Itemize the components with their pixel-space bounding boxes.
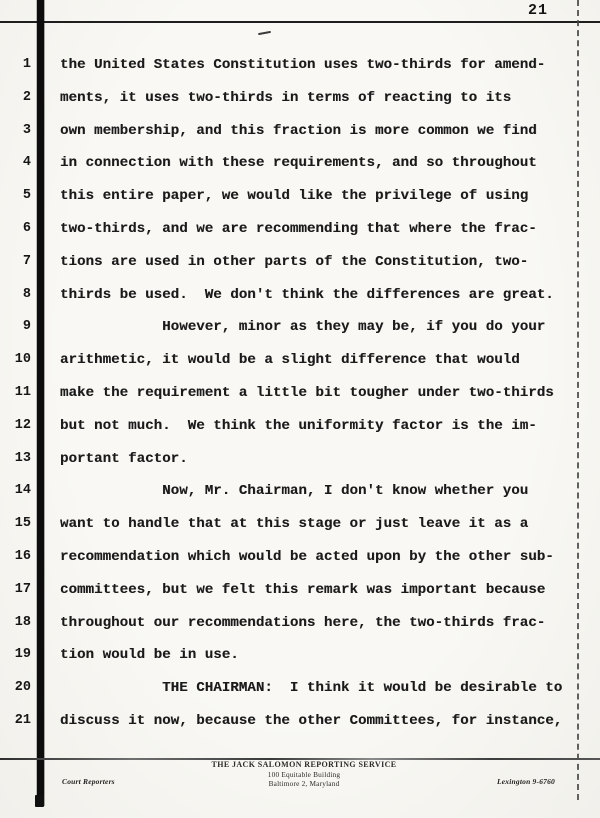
- scan-artifact-mark: [258, 31, 271, 35]
- transcript-line: [0, 123, 600, 141]
- transcript-line: [0, 319, 600, 337]
- footer-reporting-service: [150, 760, 458, 788]
- line-number: 4: [22, 155, 31, 170]
- line-number: 17: [14, 582, 31, 597]
- line-text: THE CHAIRMAN: I think it would be desirable to: [60, 680, 563, 696]
- footer-phone: Lexington 9-6760: [497, 777, 555, 786]
- transcript-line: [0, 713, 600, 731]
- line-text: throughout our recommendations here, the two-thirds frac-: [60, 615, 546, 631]
- transcript-line: [0, 418, 600, 436]
- transcript-line: [0, 549, 600, 567]
- line-text: want to handle that at this stage or just leave it as a: [60, 516, 529, 532]
- top-rule: [0, 21, 600, 23]
- line-number: 12: [14, 418, 31, 433]
- transcript-line: [0, 582, 600, 600]
- transcript-line: [0, 57, 600, 75]
- line-text: thirds be used. We don't think the differences are great.: [60, 287, 554, 303]
- scan-artifact-bar-end: [35, 795, 44, 807]
- transcript-line: [0, 155, 600, 173]
- line-text: two-thirds, and we are recommending that where the frac-: [60, 221, 537, 237]
- line-text: the United States Constitution uses two-thirds for amend-: [60, 57, 546, 73]
- line-text: tion would be in use.: [60, 647, 239, 663]
- line-text: ments, it uses two-thirds in terms of reacting to its: [60, 90, 512, 106]
- line-number: 13: [14, 451, 31, 466]
- line-text: own membership, and this fraction is more common we find: [60, 123, 537, 139]
- line-text: but not much. We think the uniformity factor is the im-: [60, 418, 537, 434]
- line-number: 19: [14, 647, 31, 662]
- footer-court-reporters: Court Reporters: [62, 777, 115, 786]
- line-text: portant factor.: [60, 451, 188, 467]
- transcript-line: [0, 221, 600, 239]
- line-number: 18: [14, 615, 31, 630]
- transcript-line: [0, 287, 600, 305]
- line-number: 15: [14, 516, 31, 531]
- transcript-line: [0, 90, 600, 108]
- line-text: discuss it now, because the other Committees, for instance,: [60, 713, 563, 729]
- transcript-line: [0, 647, 600, 665]
- line-number: 3: [22, 123, 31, 138]
- transcript-line: [0, 254, 600, 272]
- line-number: 7: [22, 254, 31, 269]
- page-number: 21: [528, 2, 549, 19]
- transcript-line: [0, 385, 600, 403]
- line-text: in connection with these requirements, and so throughout: [60, 155, 537, 171]
- line-number: 21: [14, 713, 31, 728]
- line-text: make the requirement a little bit tougher under two-thirds: [60, 385, 554, 401]
- footer-address-line1: 100 Equitable Building: [267, 770, 341, 779]
- transcript-line: [0, 352, 600, 370]
- transcript-line: [0, 615, 600, 633]
- line-text: arithmetic, it would be a slight difference that would: [60, 352, 520, 368]
- line-text: committees, but we felt this remark was important because: [60, 582, 546, 598]
- footer-service-name: THE JACK SALOMON REPORTING SERVICE: [211, 760, 397, 769]
- footer-address-line2: Baltimore 2, Maryland: [268, 779, 340, 789]
- line-number: 6: [22, 221, 31, 236]
- transcript-line: [0, 188, 600, 206]
- line-text: tions are used in other parts of the Constitution, two-: [60, 254, 529, 270]
- line-text: recommendation which would be acted upon by the other sub-: [60, 549, 554, 565]
- line-number: 2: [22, 90, 31, 105]
- transcript-line: [0, 516, 600, 534]
- transcript-line: [0, 680, 600, 698]
- line-number: 9: [22, 319, 31, 334]
- transcript-line: [0, 451, 600, 469]
- line-number: 11: [14, 385, 31, 400]
- line-number: 5: [22, 188, 31, 203]
- line-text: Now, Mr. Chairman, I don't know whether you: [60, 483, 529, 499]
- line-number: 10: [14, 352, 31, 367]
- line-number: 8: [22, 287, 31, 302]
- line-number: 20: [14, 680, 31, 695]
- line-number: 1: [22, 57, 31, 72]
- line-number: 16: [14, 549, 31, 564]
- line-text: However, minor as they may be, if you do your: [60, 319, 546, 335]
- line-number: 14: [14, 483, 31, 498]
- line-text: this entire paper, we would like the privilege of using: [60, 188, 529, 204]
- transcript-line: [0, 483, 600, 501]
